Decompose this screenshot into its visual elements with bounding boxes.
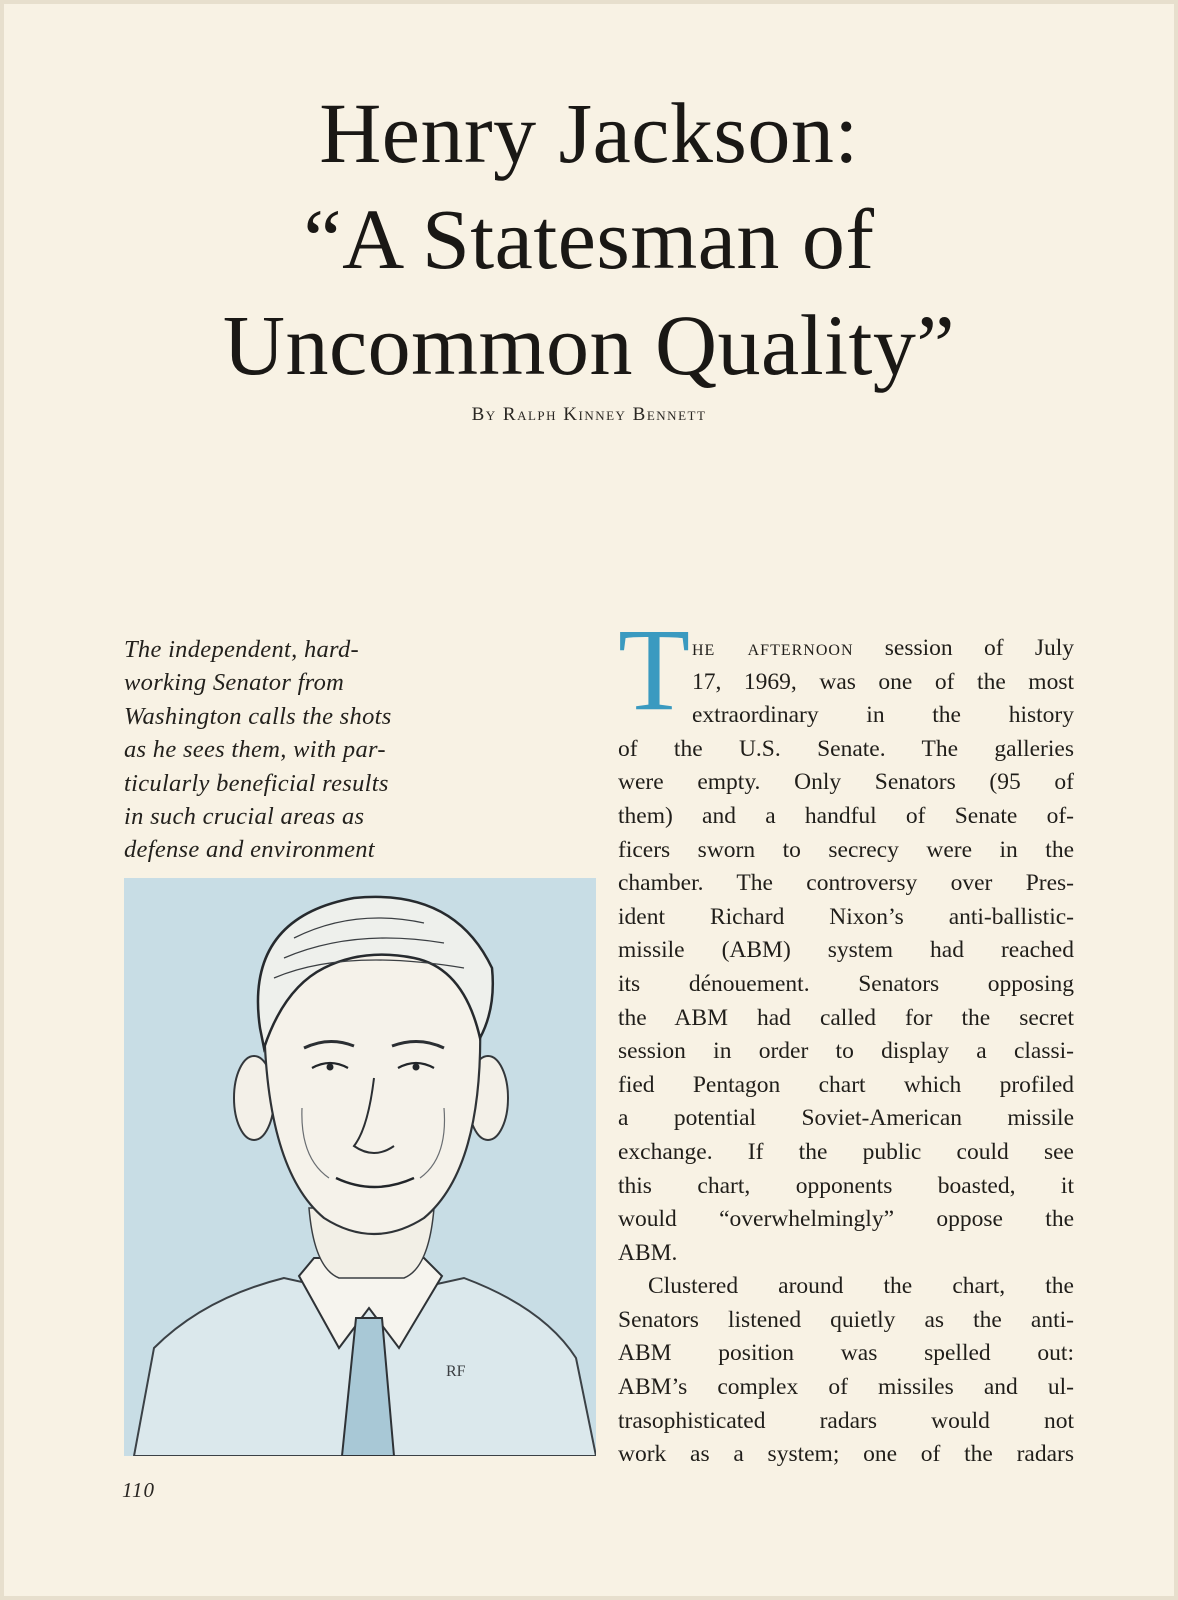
byline: By Ralph Kinney Bennett: [471, 404, 707, 425]
deck-line: ticularly beneficial results: [124, 769, 389, 797]
body-line: exchange. If the public could see: [618, 1138, 1074, 1165]
senator-portrait-illustration: [124, 878, 596, 1456]
deck-line: working Senator from: [124, 669, 345, 697]
article-body-column: [618, 632, 1074, 1472]
body-line: them) and a handful of Senate of-: [618, 802, 1074, 829]
portrait-signature: RF: [446, 1363, 466, 1380]
lead-in-small-caps: he afternoon: [692, 635, 854, 661]
deck-line: The independent, hard-: [124, 636, 359, 663]
title-line-1: Henry Jackson:: [319, 85, 859, 181]
body-line: chamber. The controversy over Pres-: [618, 870, 1074, 897]
title-line-3: Uncommon Quality”: [222, 297, 956, 393]
body-line: trasophisticated radars would not: [618, 1407, 1074, 1434]
drop-cap: T: [618, 604, 691, 735]
body-line: would “overwhelmingly” oppose the: [618, 1206, 1074, 1233]
body-line: session in order to display a classi-: [618, 1038, 1074, 1065]
portrait-sketch: [124, 878, 596, 1456]
body-line: work as a system; one of the radars: [618, 1441, 1074, 1468]
body-line: this chart, opponents boasted, it: [618, 1172, 1074, 1199]
body-line: ident Richard Nixon’s anti-ballistic-: [618, 903, 1074, 930]
body-line: ABM’s complex of missiles and ul-: [618, 1374, 1074, 1401]
deck-line: Washington calls the shots: [124, 702, 392, 730]
body-line: fied Pentagon chart which profiled: [618, 1071, 1074, 1098]
article-deck: [124, 633, 524, 867]
body-line-text: session of July: [853, 635, 1074, 661]
body-line: ABM.: [618, 1239, 678, 1266]
body-line: its dénouement. Senators opposing: [618, 970, 1074, 997]
body-line: the ABM had called for the secret: [618, 1004, 1074, 1031]
body-line: ABM position was spelled out:: [618, 1340, 1074, 1367]
page-number: 110: [122, 1478, 155, 1502]
body-line: were empty. Only Senators (95 of: [618, 769, 1074, 796]
body-line: a potential Soviet-American missile: [618, 1105, 1074, 1132]
title-line-2: “A Statesman of: [303, 191, 875, 287]
body-line: missile (ABM) system had reached: [618, 937, 1074, 964]
body-line: of the U.S. Senate. The galleries: [618, 735, 1074, 762]
body-line: [618, 632, 1074, 666]
deck-line: as he sees them, with par-: [124, 736, 386, 764]
deck-line: in such crucial areas as: [124, 803, 365, 831]
body-line: extraordinary in the history: [692, 702, 1074, 729]
article-title: [0, 80, 1178, 398]
body-line: ficers sworn to secrecy were in the: [618, 836, 1074, 863]
body-line: Senators listened quietly as the anti-: [618, 1306, 1074, 1333]
deck-line: defense and environment: [124, 836, 375, 864]
body-line: Clustered around the chart, the: [648, 1273, 1074, 1300]
body-line: 17, 1969, was one of the most: [692, 668, 1074, 695]
